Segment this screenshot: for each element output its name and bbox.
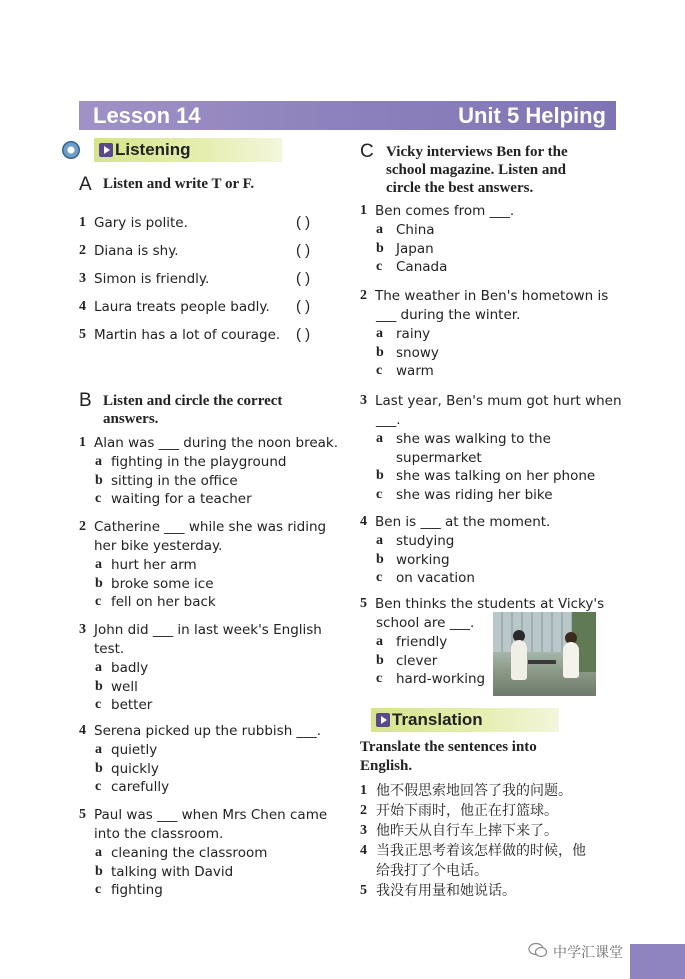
option-letter: c [95, 491, 102, 506]
option-text: well [111, 678, 138, 695]
question-number: 3 [79, 622, 86, 637]
question-text: test. [94, 641, 125, 657]
option-letter: a [376, 431, 383, 446]
question-number: 1 [360, 783, 367, 798]
question-number: 4 [79, 299, 86, 314]
option-text: friendly [396, 634, 448, 650]
option-text: she was riding her bike [396, 486, 553, 503]
question-number: 5 [79, 807, 86, 822]
option-text: waiting for a teacher [111, 491, 252, 507]
question-text: Laura treats people badly. [94, 299, 270, 315]
answer-blank: ( ) [296, 270, 311, 287]
option-letter: c [376, 259, 383, 274]
question-text: Serena picked up the rubbish ___. [94, 723, 322, 739]
option-letter: a [376, 634, 383, 649]
question-number: 4 [360, 843, 367, 858]
unit-title: Unit 5 Helping [458, 103, 606, 128]
option-letter: b [95, 678, 103, 694]
translation-heading-label: Translation [392, 710, 483, 729]
option-text: Japan [396, 240, 434, 257]
play-icon [376, 713, 390, 727]
option-letter: c [376, 570, 383, 585]
watermark-text: 中学汇课堂 [553, 945, 623, 961]
question-text: Ben comes from ___. [375, 203, 515, 219]
answer-blank: ( ) [296, 242, 311, 259]
part-c-letter: C [360, 141, 374, 162]
corner-block [630, 944, 685, 979]
option-letter: c [376, 363, 383, 378]
lesson-title: Lesson 14 [93, 103, 201, 128]
option-letter: b [376, 468, 384, 483]
option-text: she was walking to the [396, 431, 551, 447]
option-letter: b [95, 575, 103, 591]
option-letter: c [376, 486, 383, 502]
option-text: clever [396, 652, 438, 669]
question-number: 1 [79, 435, 86, 450]
part-b-title-1: Listen and circle the correct [103, 393, 283, 409]
question-text: The weather in Ben's hometown is [375, 288, 609, 304]
option-text: better [111, 697, 153, 713]
option-letter: c [95, 594, 102, 609]
part-c-title-1: Vicky interviews Ben for the [386, 144, 568, 160]
option-text: studying [396, 533, 455, 549]
option-text: she was talking on her phone [396, 468, 596, 484]
option-text: hard-working [396, 671, 486, 687]
translation-heading [371, 708, 559, 732]
question-text: into the classroom. [94, 826, 224, 842]
option-text: talking with David [111, 863, 234, 880]
question-text: Gary is polite. [94, 215, 188, 231]
question-number: 2 [79, 243, 86, 258]
option-text: fighting [111, 882, 163, 898]
lesson-banner [79, 101, 616, 130]
interview-photo [493, 612, 596, 696]
option-text: quickly [111, 760, 159, 777]
question-text: Alan was ___ during the noon break. [94, 435, 339, 451]
question-text: Ben thinks the students at Vicky's [375, 596, 605, 612]
option-text: warm [396, 363, 434, 379]
option-letter: a [376, 326, 383, 341]
translation-title-2: English. [360, 758, 413, 774]
option-text: working [396, 551, 450, 568]
question-number: 3 [360, 823, 367, 838]
option-letter: c [376, 671, 383, 686]
option-text: sitting in the office [111, 472, 238, 489]
option-letter: a [95, 742, 102, 757]
option-letter: b [376, 551, 384, 567]
option-text: China [396, 222, 435, 238]
option-letter: b [376, 240, 384, 256]
option-letter: b [376, 652, 384, 668]
translation-sentence: 他昨天从自行车上摔下来了。 [376, 823, 558, 839]
option-letter: c [95, 779, 102, 794]
translation-sentence: 开始下雨时，他正在打篮球。 [376, 803, 558, 819]
option-text: on vacation [396, 570, 475, 586]
question-text: Ben is ___ at the moment. [375, 514, 551, 530]
question-number: 1 [79, 215, 86, 230]
option-text: hurt her arm [111, 557, 197, 573]
option-letter: a [95, 454, 102, 469]
part-a-letter: A [79, 174, 92, 195]
translation-title-1: Translate the sentences into [360, 739, 537, 755]
option-letter: b [95, 472, 103, 488]
question-number: 5 [79, 327, 86, 342]
option-text: quietly [111, 742, 158, 758]
question-text: Paul was ___ when Mrs Chen came [94, 807, 328, 823]
question-text: Last year, Ben's mum got hurt when [375, 393, 622, 409]
option-text: fell on her back [111, 594, 216, 610]
question-number: 1 [360, 203, 367, 218]
translation-sentence: 给我打了个电话。 [376, 863, 488, 879]
option-text: supermarket [396, 449, 482, 466]
option-letter: b [376, 344, 384, 360]
question-number: 4 [79, 723, 86, 738]
option-text: fighting in the playground [111, 454, 287, 470]
translation-sentence: 他不假思索地回答了我的问题。 [376, 783, 572, 799]
question-text: Simon is friendly. [94, 271, 210, 287]
question-text: Diana is shy. [94, 243, 179, 259]
question-text: Martin has a lot of courage. [94, 327, 281, 343]
answer-blank: ( ) [296, 214, 311, 231]
listening-heading [94, 138, 282, 162]
question-number: 5 [360, 883, 367, 898]
question-text: ___. [376, 412, 401, 428]
question-text: school are ___. [376, 615, 475, 631]
option-text: carefully [111, 779, 170, 795]
option-letter: a [95, 845, 102, 860]
question-number: 4 [360, 514, 367, 529]
option-letter: c [95, 882, 102, 897]
option-letter: b [95, 863, 103, 879]
option-letter: a [376, 222, 383, 237]
part-c-title-2: school magazine. Listen and [386, 162, 567, 178]
part-a-title: Listen and write T or F. [103, 176, 255, 192]
option-text: rainy [396, 326, 431, 342]
listening-heading-label: Listening [115, 140, 191, 159]
option-letter: c [95, 697, 102, 712]
option-text: broke some ice [111, 575, 214, 592]
question-number: 5 [360, 596, 367, 611]
translation-sentence: 当我正思考着该怎样做的时候，他 [376, 843, 586, 859]
question-number: 3 [79, 271, 86, 286]
translation-sentence: 我没有用量和她说话。 [376, 883, 516, 899]
answer-blank: ( ) [296, 298, 311, 315]
option-letter: a [95, 557, 102, 572]
question-number: 2 [360, 803, 367, 818]
option-text: cleaning the classroom [111, 845, 268, 861]
question-text: ___ during the winter. [376, 307, 521, 323]
question-text: John did ___ in last week's English [94, 622, 322, 638]
question-number: 2 [79, 519, 86, 534]
answer-blank: ( ) [296, 326, 311, 343]
option-letter: a [376, 533, 383, 548]
option-letter: b [95, 760, 103, 776]
question-text: her bike yesterday. [94, 538, 223, 554]
wechat-icon [528, 942, 548, 958]
cd-audio-icon [62, 141, 80, 159]
part-c-title-3: circle the best answers. [386, 180, 534, 196]
part-b-title-2: answers. [103, 411, 159, 427]
question-number: 2 [360, 288, 367, 303]
play-icon [99, 143, 113, 157]
question-number: 3 [360, 393, 367, 408]
part-b-letter: B [79, 390, 92, 411]
option-text: snowy [396, 344, 439, 361]
option-text: Canada [396, 259, 448, 275]
question-text: Catherine ___ while she was riding [94, 519, 327, 535]
option-text: badly [111, 660, 149, 676]
option-letter: a [95, 660, 102, 675]
